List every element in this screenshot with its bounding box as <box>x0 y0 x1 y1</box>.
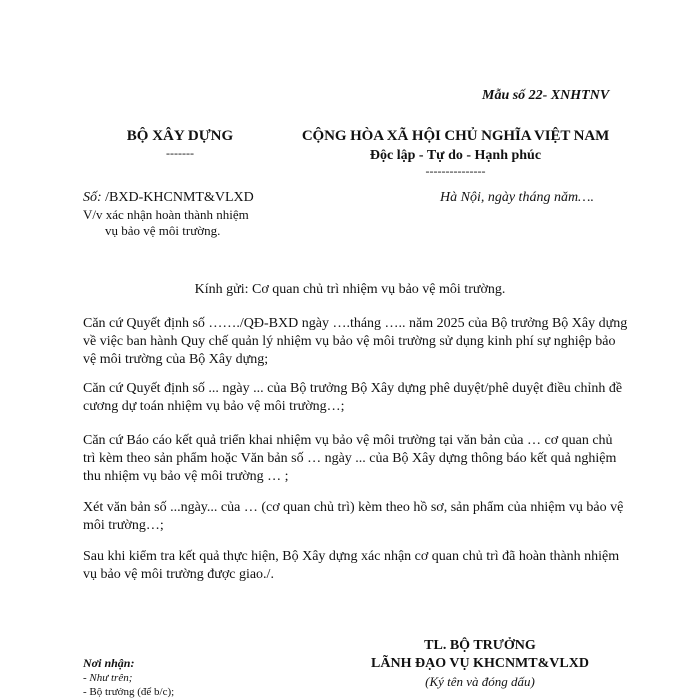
body-paragraph: Căn cứ Báo cáo kết quả triển khai nhiệm vụ bảo vệ môi trường tại văn bản của … cơ quan chủ trì kèm theo sản phẩm hoặc Văn bản số … ngày ... của Bộ Xây dựng thông báo kết quả nghiệm thu nhiệm vụ bảo vệ môi trường … ; <box>83 433 617 484</box>
ministry-name: BỘ XÂY DỰNG <box>126 128 234 144</box>
national-motto: Độc lập - Tự do - Hạnh phúc <box>369 148 542 163</box>
ministry-underline: ------- <box>166 146 194 160</box>
receivers-label: Nơi nhận: <box>83 656 135 670</box>
place-date: Hà Nội, ngày tháng năm…. <box>440 190 594 205</box>
body-paragraph: Căn cứ Quyết định số ... ngày ... của Bộ trưởng Bộ Xây dựng phê duyệt/phê duyệt điều chỉnh đề cương dự toán nhiệm vụ bảo vệ môi trường…; <box>83 381 623 414</box>
form-code: Mẫu số 22- XNHTNV <box>482 88 610 103</box>
signature-note: (Ký tên và đóng dấu) <box>425 674 535 689</box>
document-number-value: /BXD-KHCNMT&VLXD <box>101 190 254 205</box>
signature-department: LÃNH ĐẠO VỤ KHCNMT&VLXD <box>371 656 589 671</box>
receiver-item: - Bộ trưởng (để b/c); <box>83 686 175 698</box>
body-paragraph: Sau khi kiểm tra kết quả thực hiện, Bộ Xây dựng xác nhận cơ quan chủ trì đã hoàn thành nhiệm vụ bảo vệ môi trường được giao./. <box>83 549 620 582</box>
subject-line-2: vụ bảo vệ môi trường. <box>105 223 221 238</box>
country-name: CỘNG HÒA XÃ HỘI CHỦ NGHĨA VIỆT NAM <box>301 128 610 144</box>
document-number-label: Số: <box>83 190 102 205</box>
receiver-item: - Như trên; <box>83 672 133 684</box>
motto-underline: --------------- <box>425 164 486 178</box>
document-number <box>83 190 254 206</box>
subject-line-1: V/v xác nhận hoàn thành nhiệm <box>83 207 249 222</box>
body-paragraph: Xét văn bản số ...ngày... của … (cơ quan chủ trì) kèm theo hồ sơ, sản phẩm của nhiệm vụ bảo vệ môi trường…; <box>83 500 624 533</box>
body-paragraph: Căn cứ Quyết định số ……./QĐ-BXD ngày ….tháng ….. năm 2025 của Bộ trưởng Bộ Xây dựng về việc ban hành Quy chế quản lý nhiệm vụ bảo vệ môi trường sử dụng kinh phí sự nghiệp bảo vệ môi trường của Bộ Xây dựng; <box>83 316 628 367</box>
signature-title: TL. BỘ TRƯỞNG <box>424 638 536 653</box>
recipient-line: Kính gửi: Cơ quan chủ trì nhiệm vụ bảo vệ môi trường. <box>194 282 506 297</box>
